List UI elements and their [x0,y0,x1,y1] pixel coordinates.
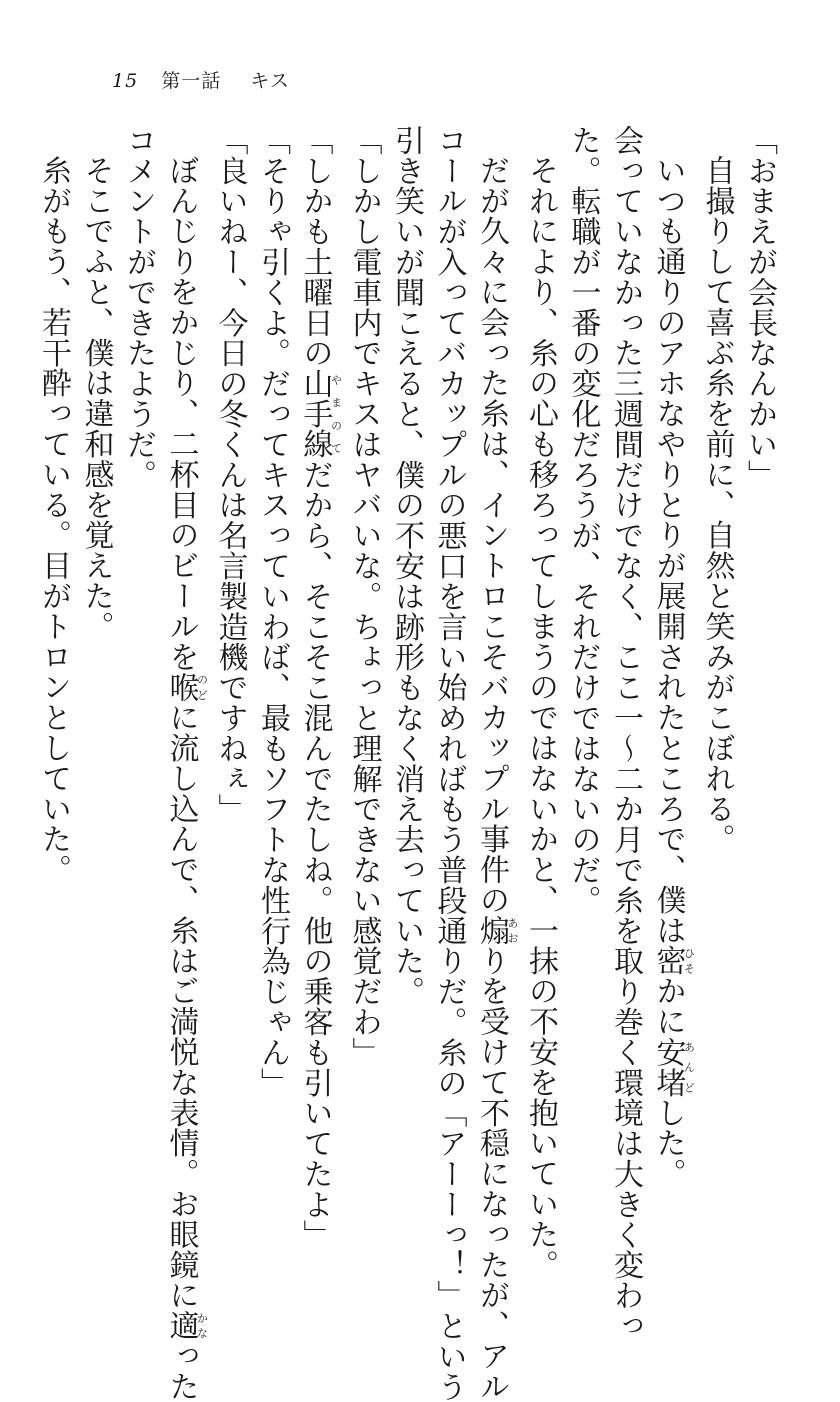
text-segment: 会っていなかった三週間だけでなく、ここ一～二か月で糸を取り巻く環境は大きく変わっ [608,125,643,1341]
text-line [738,125,781,1135]
text-line [646,125,696,1189]
text-line [342,125,385,1135]
text-segment: だが久々に会った糸は、イントロこそバカップル事件の [474,155,509,915]
text-segment: 引き笑いが聞こえると、僕の不安は跡形もなく消え去っていた。 [389,125,424,1007]
text-line [117,125,160,1135]
text-segment: だから、そこそこ混んでたしね。他の乗客も引いてたよ」 [297,459,333,1250]
ruby-reading: のど [195,671,209,703]
ruby-annotation [474,915,519,946]
ruby-base: 煽 [474,915,509,946]
text-segment: 自撮りして喜ぶ糸を前に、自然と笑みがこぼれる。 [699,155,735,855]
text-segment: 「良いねー、今日の冬くんは名言製造機ですねぇ」 [212,125,248,825]
text-segment: 糸がもう、若干酔っている。目がトロンとしていた。 [36,155,71,885]
text-segment: かに [650,975,686,1037]
text-line [519,125,562,1280]
text-segment: った [163,1340,199,1402]
text-line [385,125,428,1135]
text-line [208,125,251,1135]
text-line [604,125,647,1341]
ruby-annotation [297,368,343,460]
ruby-reading: あお [506,915,519,946]
running-head [112,66,290,93]
ruby-reading: あんど [682,1036,696,1098]
ruby-reading: かな [195,1310,209,1341]
text-segment: 「しかも土曜日の [297,125,333,369]
text-segment: コメントができたようだ。 [121,125,156,490]
text-segment: ぼんじりをかじり、二杯目のビールを [163,155,199,672]
text-segment: コールが入ってバカップルの悪口を言い始めればもう普段通りだ。糸の「アーーっ！」という [431,125,467,1402]
text-segment: に流し込んで、糸はご満悦な表情。お眼鏡に [163,702,199,1311]
text-line [32,125,75,1135]
ruby-annotation [163,671,209,703]
text-segment: そこでふと、僕は違和感を覚えた。 [78,155,114,642]
text-line [695,125,738,1135]
vertical-text-body [32,125,781,1402]
text-line [159,125,209,1402]
text-line [251,125,294,1135]
ruby-base: 適 [163,1310,199,1341]
ruby-base: 安堵 [650,1036,686,1098]
ruby-annotation [650,945,696,976]
text-segment: た。転職が一番の変化だろうが、それだけではないのだ。 [565,125,601,916]
ruby-reading: ひそ [682,945,696,976]
text-line [293,125,343,1250]
text-line [74,125,117,1135]
ruby-base: 密 [650,945,686,976]
ruby-base: 喉 [163,671,199,703]
text-line [470,125,519,1402]
text-segment: いつも通りのアホなやりとりが展開されたところで、僕は [650,155,686,946]
ruby-annotation [163,1310,209,1341]
text-segment: それにより、糸の心も移ろってしまうのではないかと、一抹の不安を抱いていた。 [523,155,558,1280]
page-number: 15 [112,70,139,92]
chapter-title: キス [250,70,290,92]
text-segment: 「そりゃ引くよ。だってキスっていわば、最もソフトな性行為じゃん」 [255,125,290,1098]
ruby-base: 山手線 [297,368,333,460]
text-segment: りを受けて不穏になったが、アル [474,945,509,1402]
ruby-reading: やまのて [329,368,343,460]
chapter-label: 第一話 [161,70,222,92]
text-segment: 「しかし電車内でキスはヤバいな。ちょっと理解できない感覚だわ」 [346,125,382,1068]
text-line [427,125,470,1402]
text-segment: した。 [650,1097,686,1189]
text-segment: 「おまえが会長なんかい」 [742,125,777,490]
text-line [561,125,604,1135]
ruby-annotation [650,1036,696,1098]
